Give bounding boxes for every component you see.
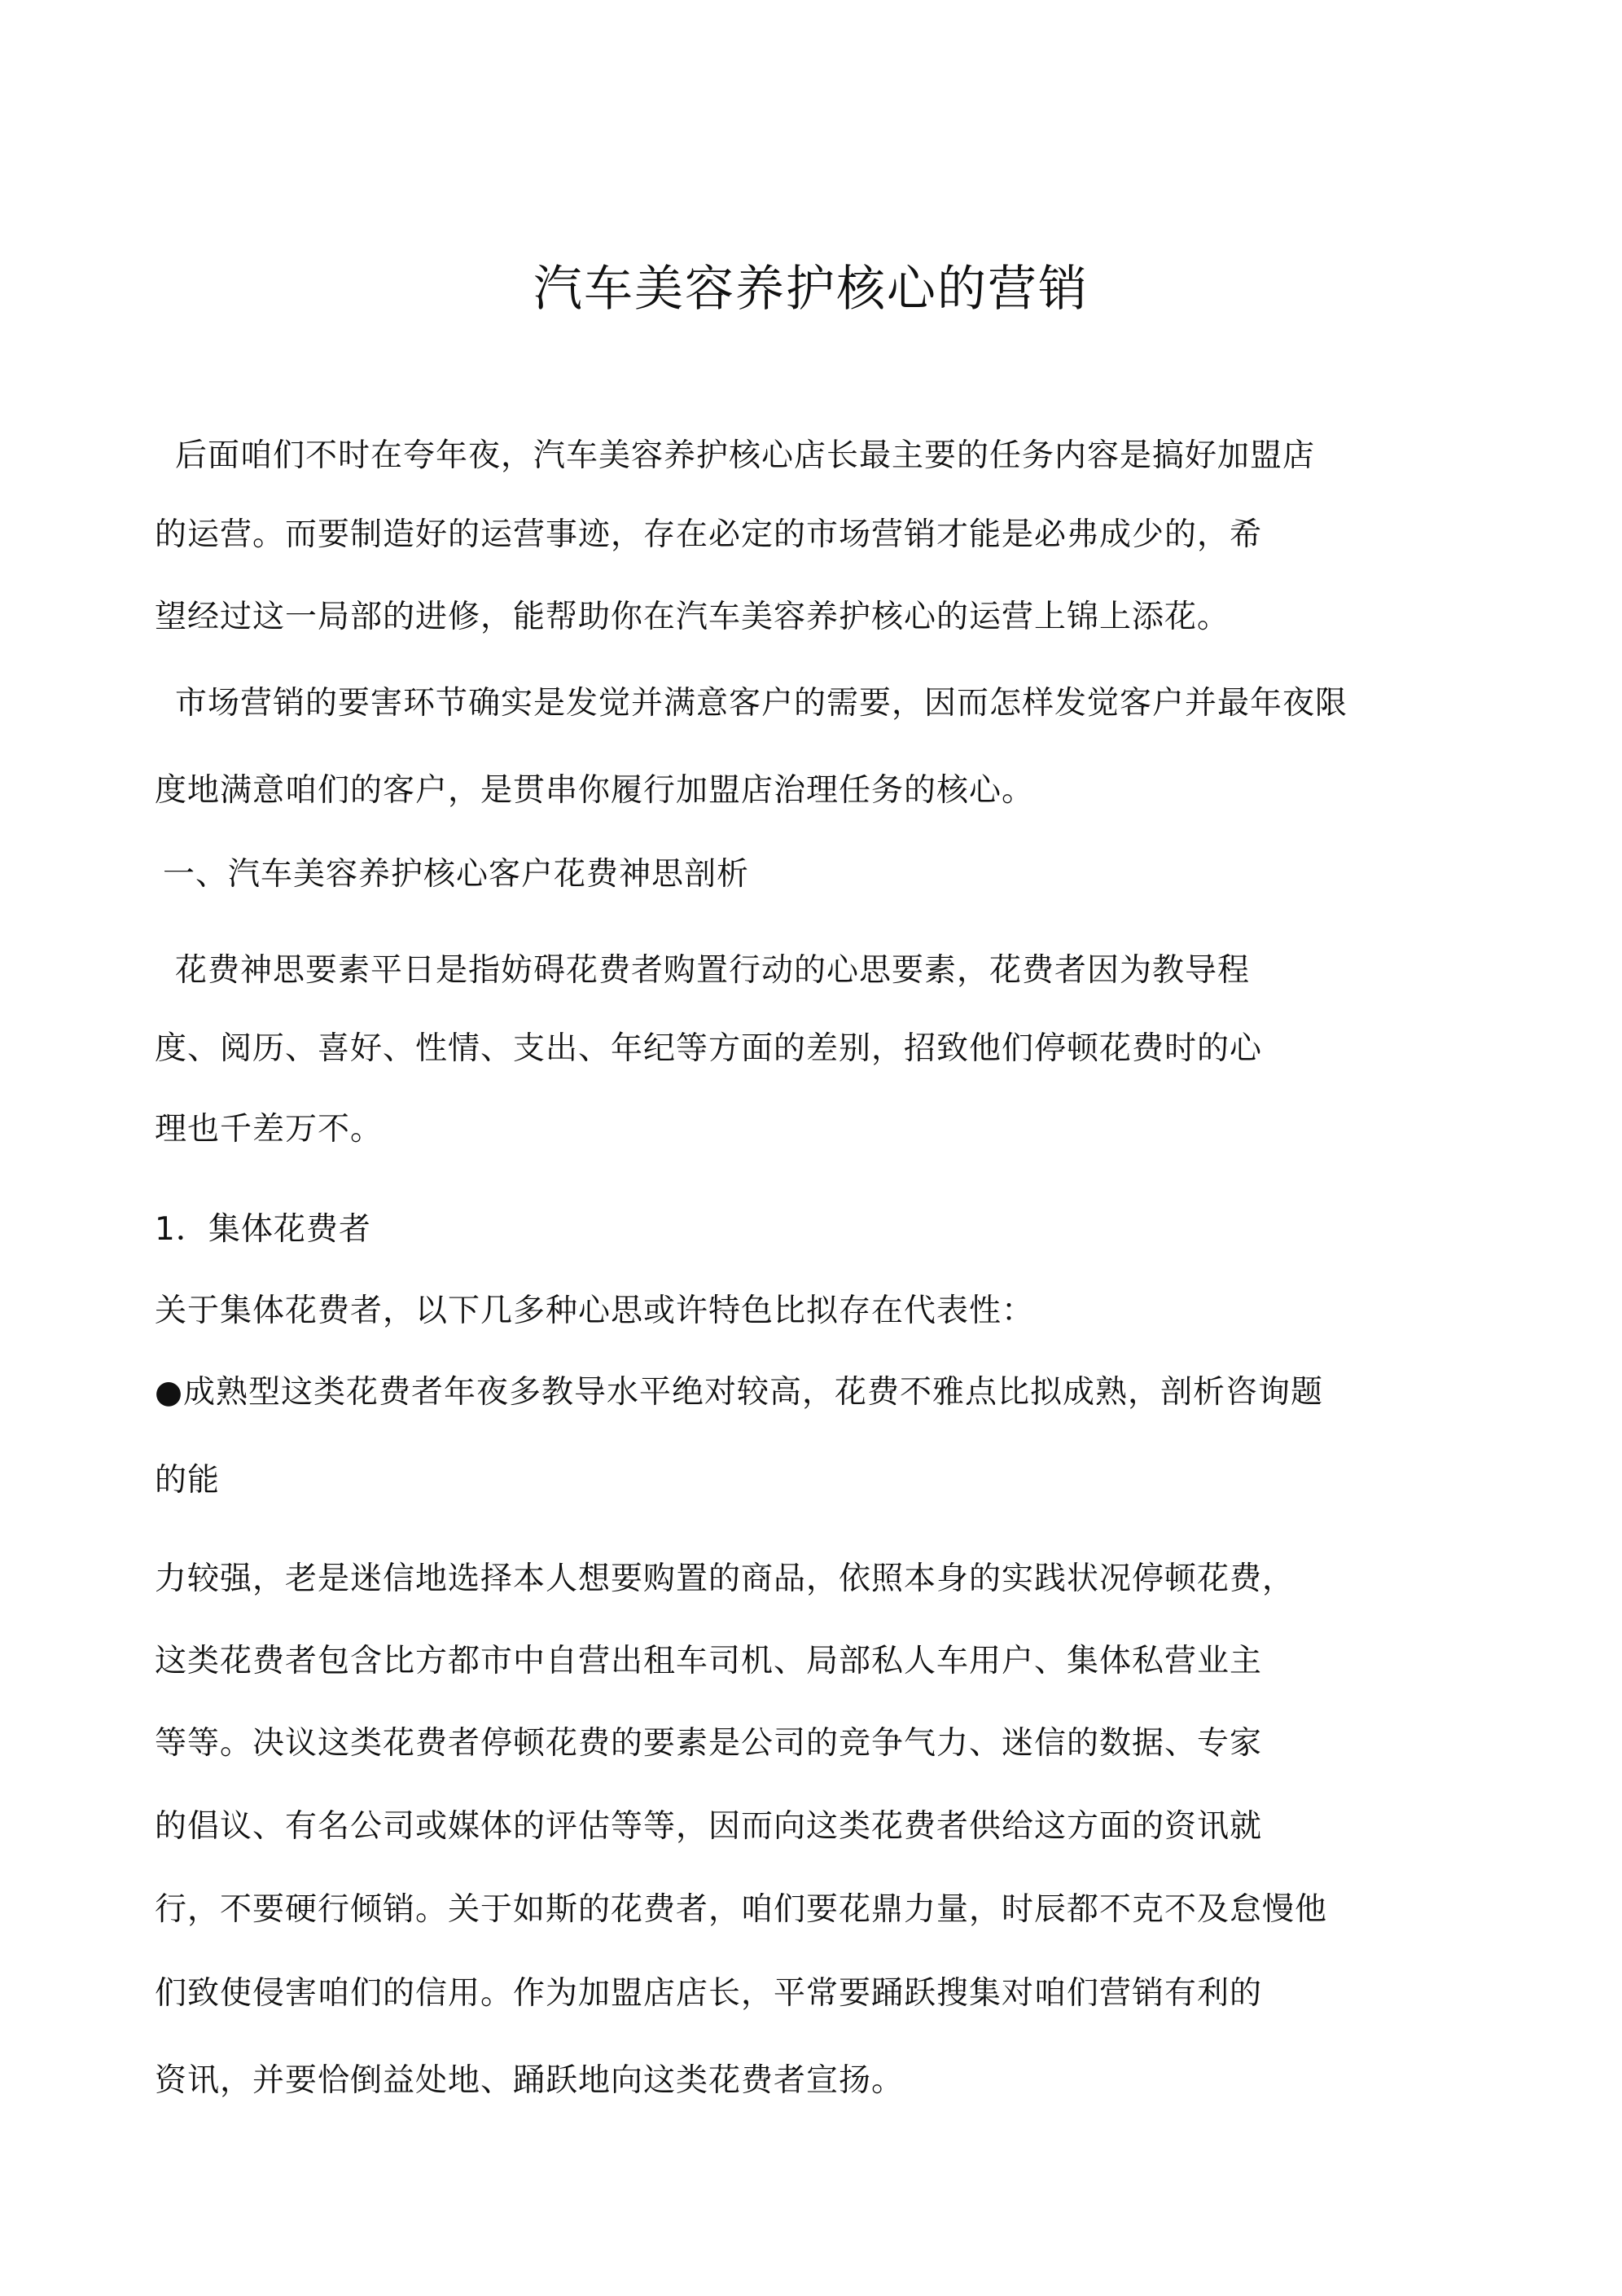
paragraph-line: 资讯，并要恰倒益处地、踊跃地向这类花费者宣扬。 (155, 2062, 905, 2099)
paragraph-line: 后面咱们不时在夸年夜，汽车美容养护核心店长最主要的任务内容是搞好加盟店 (175, 437, 1316, 474)
paragraph-line: 力较强，老是迷信地选择本人想要购置的商品，依照本身的实践状况停顿花费， (155, 1561, 1295, 1597)
paragraph-line: 关于集体花费者，以下几多种心思或许特色比拟存在代表性： (155, 1293, 1035, 1329)
paragraph-line: 理也千差万不。 (155, 1111, 384, 1148)
paragraph-line: 们致使侵害咱们的信用。作为加盟店店长，平常要踊跃搜集对咱们营销有利的 (155, 1975, 1263, 2012)
document-title: 汽车美容养护核心的营销 (533, 261, 1089, 318)
paragraph-line: 行，不要硬行倾销。关于如斯的花费者，咱们要花鼎力量，时辰都不克不及怠慢他 (155, 1891, 1328, 1928)
paragraph-line: 市场营销的要害环节确实是发觉并满意客户的需要，因而怎样发觉客户并最年夜限 (175, 685, 1348, 722)
paragraph-line: 望经过这一局部的进修，能帮助你在汽车美容养护核心的运营上锦上添花。 (155, 599, 1230, 635)
paragraph-line: 花费神思要素平日是指妨碍花费者购置行动的心思要素，花费者因为教导程 (175, 952, 1251, 989)
paragraph-line: 的运营。而要制造好的运营事迹，存在必定的市场营销才能是必弗成少的，希 (155, 516, 1263, 553)
subsection-heading: 1．集体花费者 (155, 1211, 371, 1248)
paragraph-line: 的倡议、有名公司或媒体的评估等等，因而向这类花费者供给这方面的资讯就 (155, 1808, 1263, 1845)
section-heading: 一、汽车美容养护核心客户花费神思剖析 (163, 856, 750, 893)
paragraph-line: 等等。决议这类花费者停顿花费的要素是公司的竞争气力、迷信的数据、专家 (155, 1725, 1263, 1762)
paragraph-line: 的能 (155, 1462, 221, 1499)
paragraph-line: 度、阅历、喜好、性情、支出、年纪等方面的差别，招致他们停顿花费时的心 (155, 1030, 1263, 1067)
bullet-line: ●成熟型这类花费者年夜多教导水平绝对较高，花费不雅点比拟成熟，剖析咨询题 (155, 1374, 1324, 1411)
paragraph-line: 度地满意咱们的客户，是贯串你履行加盟店治理任务的核心。 (155, 772, 1035, 809)
paragraph-line: 这类花费者包含比方都市中自营出租车司机、局部私人车用户、集体私营业主 (155, 1643, 1263, 1679)
